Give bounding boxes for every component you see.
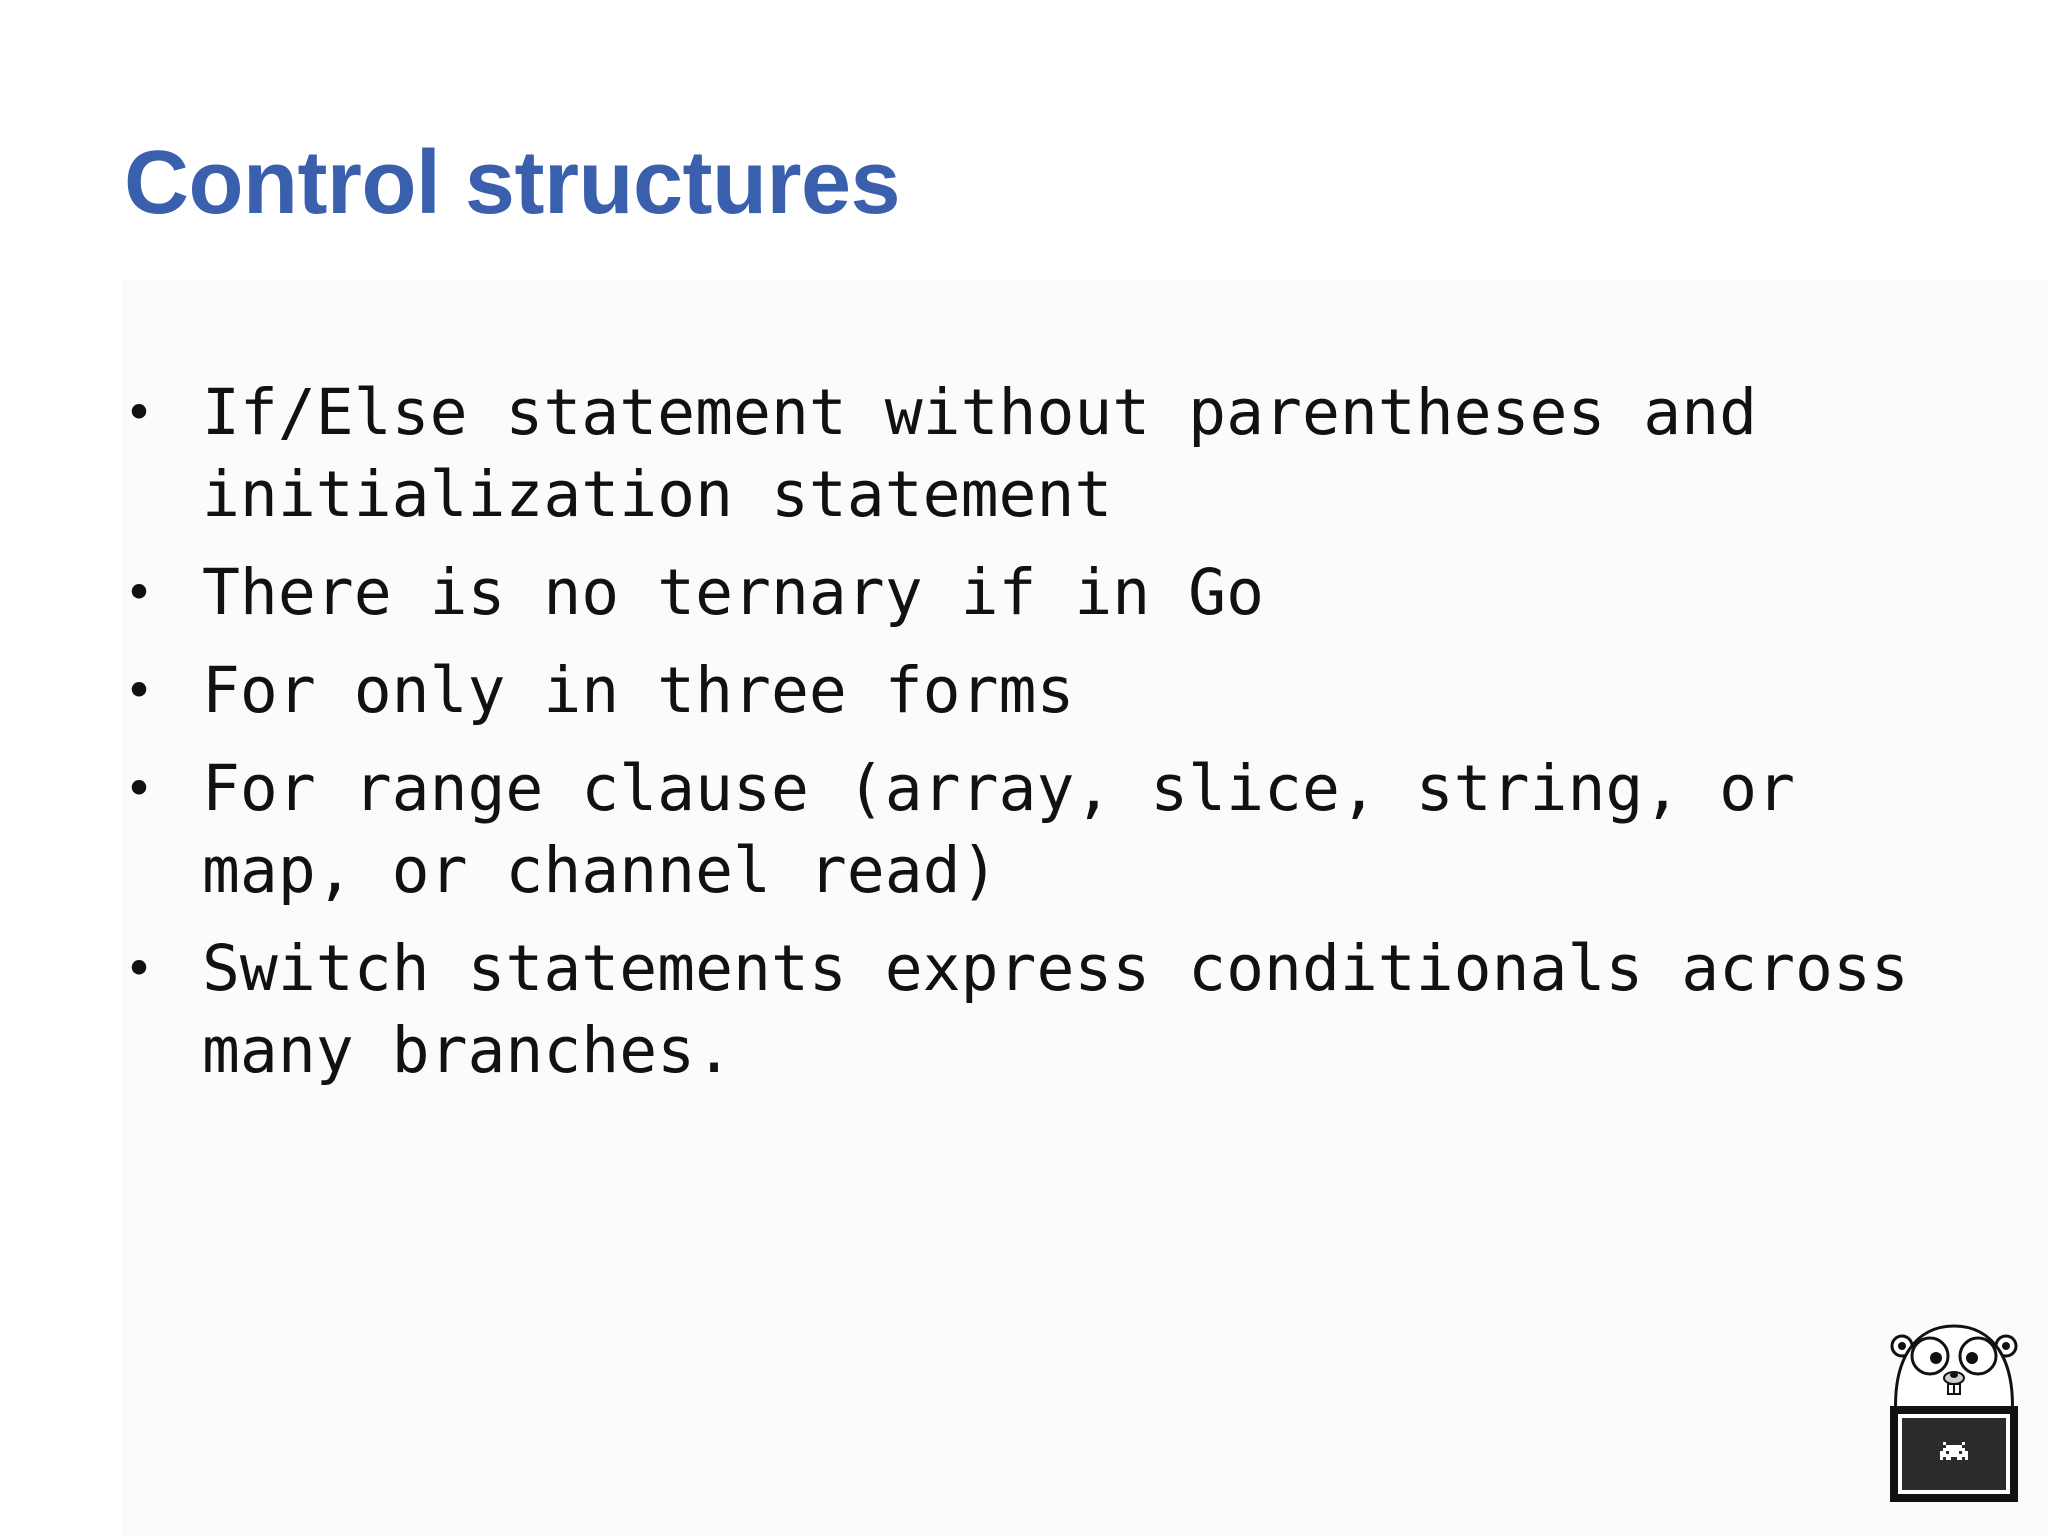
bullet-text-line: many branches. <box>202 1014 734 1087</box>
bullet-text-line: For range clause (array, slice, string, or <box>202 752 1796 825</box>
slide-title: Control structures <box>124 133 901 233</box>
bullet-text-line: There is no ternary if in Go <box>202 556 1265 629</box>
bullet-item <box>122 372 1962 536</box>
bullet-dot-icon: • <box>124 662 154 720</box>
bullet-dot-icon: • <box>124 760 154 818</box>
bullet-text-line: For only in three forms <box>202 654 1075 727</box>
bullet-text-line: If/Else statement without parentheses and <box>202 376 1758 449</box>
bullet-item <box>122 650 1962 732</box>
bullet-dot-icon: • <box>124 940 154 998</box>
bullet-item <box>122 552 1962 634</box>
bullet-text-line: map, or channel read) <box>202 834 999 907</box>
bullet-text-line: initialization statement <box>202 458 1113 531</box>
bullet-text-line: Switch statements express conditionals across <box>202 932 1909 1005</box>
bullet-list <box>122 372 1962 1108</box>
gopher-with-monitor-icon <box>1886 1318 2022 1506</box>
bullet-item <box>122 928 1962 1092</box>
bullet-dot-icon: • <box>124 564 154 622</box>
bullet-dot-icon: • <box>124 384 154 442</box>
bullet-item <box>122 748 1962 912</box>
